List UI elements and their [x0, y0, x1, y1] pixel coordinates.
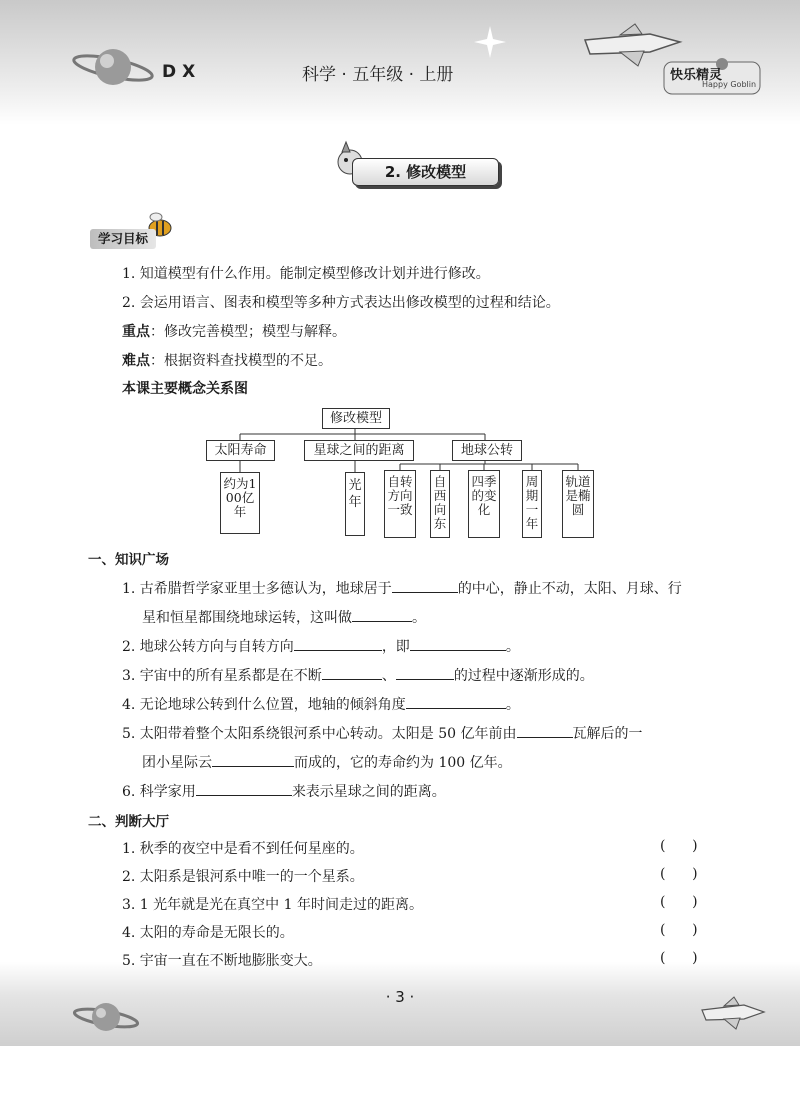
answer-blank[interactable]: [406, 694, 506, 709]
answer-blank[interactable]: [322, 665, 382, 680]
fill-question-5: 5. 太阳带着整个太阳系绕银河系中心转动。太阳是 50 亿年前由 瓦解后的一: [122, 723, 643, 743]
concept-leaf: 约为100亿年: [220, 472, 260, 534]
judge-item: 2. 太阳系是银河系中唯一的一个星系。: [122, 869, 364, 885]
concept-branch: 太阳寿命: [206, 440, 275, 461]
answer-paren[interactable]: ( ): [660, 922, 698, 938]
answer-paren[interactable]: ( ): [660, 866, 698, 882]
learning-goals-tag: 学习目标: [90, 229, 156, 249]
fill-question-1: 1. 古希腊哲学家亚里士多德认为，地球居于 的中心，静止不动，太阳、月球、行: [122, 578, 682, 598]
answer-paren[interactable]: ( ): [660, 950, 698, 966]
concept-root: 修改模型: [322, 408, 390, 429]
saturn-icon: [68, 994, 148, 1042]
brand-cn: 快乐精灵: [670, 68, 723, 83]
concept-leaf: 自西向东: [430, 470, 450, 538]
judge-item: 1. 秋季的夜空中是看不到任何星座的。: [122, 841, 364, 857]
lesson-title: 2. 修改模型: [352, 158, 499, 186]
concept-leaf: 四季的变化: [468, 470, 500, 538]
fill-question-6: 6. 科学家用 来表示星球之间的距离。: [122, 781, 446, 801]
answer-paren[interactable]: ( ): [660, 894, 698, 910]
answer-blank[interactable]: [410, 636, 506, 651]
answer-blank[interactable]: [352, 607, 412, 622]
answer-paren[interactable]: ( ): [660, 838, 698, 854]
goal-item: 1. 知道模型有什么作用。能制定模型修改计划并进行修改。: [122, 266, 490, 282]
concept-leaf: 周期一年: [522, 470, 542, 538]
series-code: DX: [162, 62, 202, 82]
fill-question-5-cont: 团小星际云 而成的，它的寿命约为 100 亿年。: [142, 752, 512, 772]
concept-branch: 地球公转: [452, 440, 522, 461]
judge-item: 3. 1 光年就是光在真空中 1 年时间走过的距离。: [122, 897, 423, 913]
section2-title: 二、判断大厅: [88, 814, 169, 830]
judge-item: 4. 太阳的寿命是无限长的。: [122, 925, 294, 941]
goal-item: 2. 会运用语言、图表和模型等多种方式表达出修改模型的过程和结论。: [122, 295, 560, 311]
page-number: · 3 ·: [385, 988, 415, 1006]
fill-question-3: 3. 宇宙中的所有星系都是在不断 、 的过程中逐渐形成的。: [122, 665, 594, 685]
brand-en: Happy Goblin: [702, 80, 757, 89]
answer-blank[interactable]: [517, 723, 573, 738]
answer-blank[interactable]: [212, 752, 294, 767]
answer-blank[interactable]: [392, 578, 458, 593]
fill-question-2: 2. 地球公转方向与自转方向 ，即 。: [122, 636, 520, 656]
section1-title: 一、知识广场: [88, 552, 169, 568]
judge-item: 5. 宇宙一直在不断地膨胀变大。: [122, 953, 322, 969]
fill-question-4: 4. 无论地球公转到什么位置，地轴的倾斜角度 。: [122, 694, 520, 714]
concept-branch: 星球之间的距离: [304, 440, 414, 461]
concept-leaf: 自转方向一致: [384, 470, 416, 538]
space-shuttle-icon: [698, 994, 770, 1034]
concept-leaf: 轨道是椭圆: [562, 470, 594, 538]
book-title: 科学 · 五年级 · 上册: [302, 65, 454, 85]
answer-blank[interactable]: [196, 781, 292, 796]
concept-leaf: 光年: [345, 472, 365, 536]
answer-blank[interactable]: [294, 636, 382, 651]
answer-blank[interactable]: [396, 665, 454, 680]
difficult-point: 难点：根据资料查找模型的不足。: [122, 353, 332, 369]
fill-question-1-cont: 星和恒星都围绕地球运转，这叫做 。: [142, 607, 426, 627]
key-point: 重点：修改完善模型；模型与解释。: [122, 324, 346, 340]
concept-map-heading: 本课主要概念关系图: [122, 381, 248, 397]
